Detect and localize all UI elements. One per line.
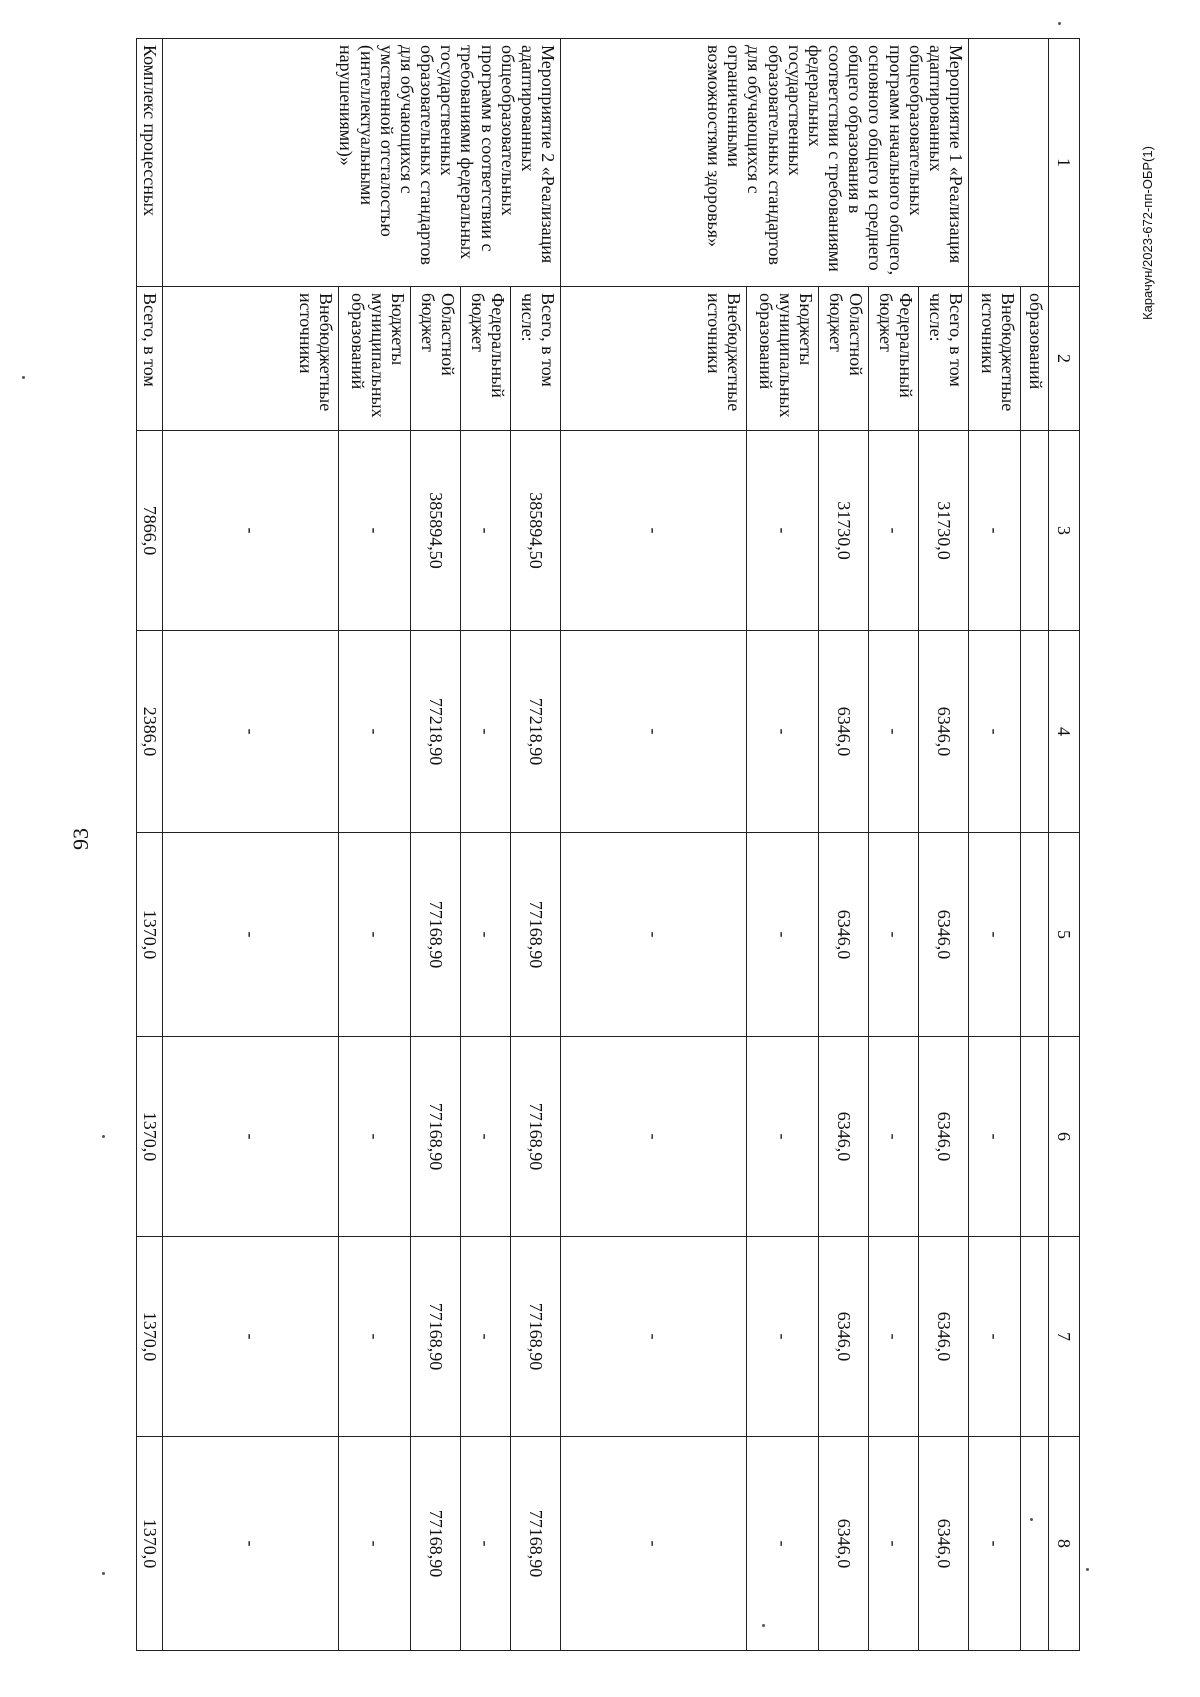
table-cell: 77218,90 xyxy=(511,631,561,833)
table-cell: - xyxy=(461,631,511,833)
table-cell: - xyxy=(163,631,339,833)
table-cell: - xyxy=(747,1037,819,1237)
table-cell: - xyxy=(163,1237,339,1437)
table-cell: 7866,0 xyxy=(137,431,163,631)
table-cell: Областной бюджет xyxy=(819,287,869,431)
measure-1-cell: Мероприятие 1 «Реализация адаптированных общеобразовательных программ начального общего, основного общего и среднего общего образования в соответствии с требованиями федеральных государственных образовательных стандартов для обучающихся с ограниченными возможностями здоровья» xyxy=(561,39,969,287)
table-cell: - xyxy=(747,1237,819,1437)
table-cell: 6346,0 xyxy=(919,833,969,1037)
table-cell: - xyxy=(969,431,1021,631)
funding-table xyxy=(136,38,1080,1651)
table-cell: 1370,0 xyxy=(137,1237,163,1437)
table-cell: Комплекс процессных xyxy=(137,39,163,287)
table-cell: 1370,0 xyxy=(137,1437,163,1651)
table-cell: 1370,0 xyxy=(137,1037,163,1237)
header-cell: 4 xyxy=(1049,631,1080,833)
table-cell: - xyxy=(747,1437,819,1651)
scan-speck xyxy=(102,1135,105,1138)
table-cell: - xyxy=(561,833,747,1037)
table-cell: 6346,0 xyxy=(819,1037,869,1237)
table-cell: - xyxy=(869,1437,919,1651)
table-cell: - xyxy=(461,833,511,1037)
table-cell: - xyxy=(339,431,411,631)
table-cell: - xyxy=(969,1437,1021,1651)
table-cell: 6346,0 xyxy=(919,1437,969,1651)
header-cell: 8 xyxy=(1049,1437,1080,1651)
table-row xyxy=(1021,39,1049,1651)
table-cell: - xyxy=(747,631,819,833)
table-cell: - xyxy=(561,1037,747,1237)
table-cell: Всего, в том xyxy=(137,287,163,431)
table-cell: 1370,0 xyxy=(137,833,163,1037)
table-cell: - xyxy=(339,1237,411,1437)
table-cell: - xyxy=(461,1437,511,1651)
table-cell: 77218,90 xyxy=(411,631,461,833)
table-cell xyxy=(1021,833,1049,1037)
table-cell: - xyxy=(969,833,1021,1037)
table-cell: - xyxy=(869,1037,919,1237)
table-cell: 6346,0 xyxy=(819,1437,869,1651)
table-cell: - xyxy=(747,833,819,1037)
table-cell: 77168,90 xyxy=(511,833,561,1037)
table-cell: 77168,90 xyxy=(411,1237,461,1437)
table-row xyxy=(919,39,969,1651)
table-cell: - xyxy=(461,431,511,631)
table-cell: - xyxy=(163,431,339,631)
table-cell: 385894,50 xyxy=(411,431,461,631)
table-cell: Бюджеты муниципальных образований xyxy=(339,287,411,431)
scan-speck xyxy=(102,1572,105,1575)
table-cell: 6346,0 xyxy=(819,631,869,833)
table-cell xyxy=(1021,1437,1049,1651)
table-row xyxy=(511,39,561,1651)
table-cell: 31730,0 xyxy=(819,431,869,631)
funding-table-container xyxy=(139,38,1080,1650)
table-cell: 385894,50 xyxy=(511,431,561,631)
table-cell: 77168,90 xyxy=(511,1237,561,1437)
table-cell: 77168,90 xyxy=(511,1037,561,1237)
table-cell xyxy=(969,39,1049,287)
table-cell: 77168,90 xyxy=(511,1437,561,1651)
scan-speck xyxy=(22,376,25,379)
table-cell: Федеральный бюджет xyxy=(461,287,511,431)
table-cell: - xyxy=(869,1237,919,1437)
table-cell: - xyxy=(969,1037,1021,1237)
table-cell: Внебюджетные источники xyxy=(561,287,747,431)
table-cell: - xyxy=(163,1437,339,1651)
table-cell: 77168,90 xyxy=(411,1437,461,1651)
measure-2-cell: Мероприятие 2 «Реализация адаптированных общеобразовательных программ в соответствии с требованиями федеральных государственных образовательных стандартов для обучающихся с умственной отсталостью (интеллектуальными нарушениями)» xyxy=(163,39,561,287)
table-cell: - xyxy=(461,1237,511,1437)
table-cell: - xyxy=(339,1037,411,1237)
table-cell: - xyxy=(163,833,339,1037)
table-cell: Внебюджетные источники xyxy=(969,287,1021,431)
table-cell: - xyxy=(969,631,1021,833)
table-cell: - xyxy=(561,1437,747,1651)
table-cell: Федеральный бюджет xyxy=(869,287,919,431)
table-cell xyxy=(1021,1037,1049,1237)
table-cell: Всего, в том числе: xyxy=(919,287,969,431)
table-cell: 6346,0 xyxy=(819,833,869,1037)
table-cell: - xyxy=(869,833,919,1037)
table-cell: Бюджеты муниципальных образований xyxy=(747,287,819,431)
page-number: 93 xyxy=(68,828,93,850)
table-cell: - xyxy=(969,1237,1021,1437)
table-cell: - xyxy=(869,631,919,833)
table-cell: - xyxy=(561,431,747,631)
document-code: Карачун/2023-672-пп-ОБР(1) xyxy=(1140,146,1155,320)
table-cell: - xyxy=(339,833,411,1037)
table-cell: Всего, в том числе: xyxy=(511,287,561,431)
table-cell: - xyxy=(561,631,747,833)
table-cell xyxy=(1021,1237,1049,1437)
header-cell: 1 xyxy=(1049,39,1080,287)
table-cell xyxy=(1021,631,1049,833)
table-cell: 2386,0 xyxy=(137,631,163,833)
table-cell: 77168,90 xyxy=(411,1037,461,1237)
table-cell: - xyxy=(561,1237,747,1437)
table-cell: - xyxy=(339,631,411,833)
scan-speck xyxy=(762,1624,765,1627)
table-cell: Внебюджетные источники xyxy=(163,287,339,431)
table-cell: - xyxy=(869,431,919,631)
header-cell: 3 xyxy=(1049,431,1080,631)
table-cell: - xyxy=(747,431,819,631)
table-cell: 31730,0 xyxy=(919,431,969,631)
scan-speck xyxy=(1086,1568,1089,1571)
header-row xyxy=(1049,39,1080,1651)
table-cell: 6346,0 xyxy=(919,631,969,833)
table-cell: - xyxy=(461,1037,511,1237)
table-cell: - xyxy=(339,1437,411,1651)
table-cell: образований xyxy=(1021,287,1049,431)
table-cell: 6346,0 xyxy=(819,1237,869,1437)
scan-speck xyxy=(1030,1518,1033,1521)
table-cell: 77168,90 xyxy=(411,833,461,1037)
header-cell: 2 xyxy=(1049,287,1080,431)
header-cell: 6 xyxy=(1049,1037,1080,1237)
header-cell: 7 xyxy=(1049,1237,1080,1437)
table-cell xyxy=(1021,431,1049,631)
table-row xyxy=(137,39,163,1651)
table-cell: - xyxy=(163,1037,339,1237)
scan-speck xyxy=(1058,22,1061,25)
table-cell: Областной бюджет xyxy=(411,287,461,431)
table-cell: 6346,0 xyxy=(919,1237,969,1437)
table-cell: 6346,0 xyxy=(919,1037,969,1237)
header-cell: 5 xyxy=(1049,833,1080,1037)
